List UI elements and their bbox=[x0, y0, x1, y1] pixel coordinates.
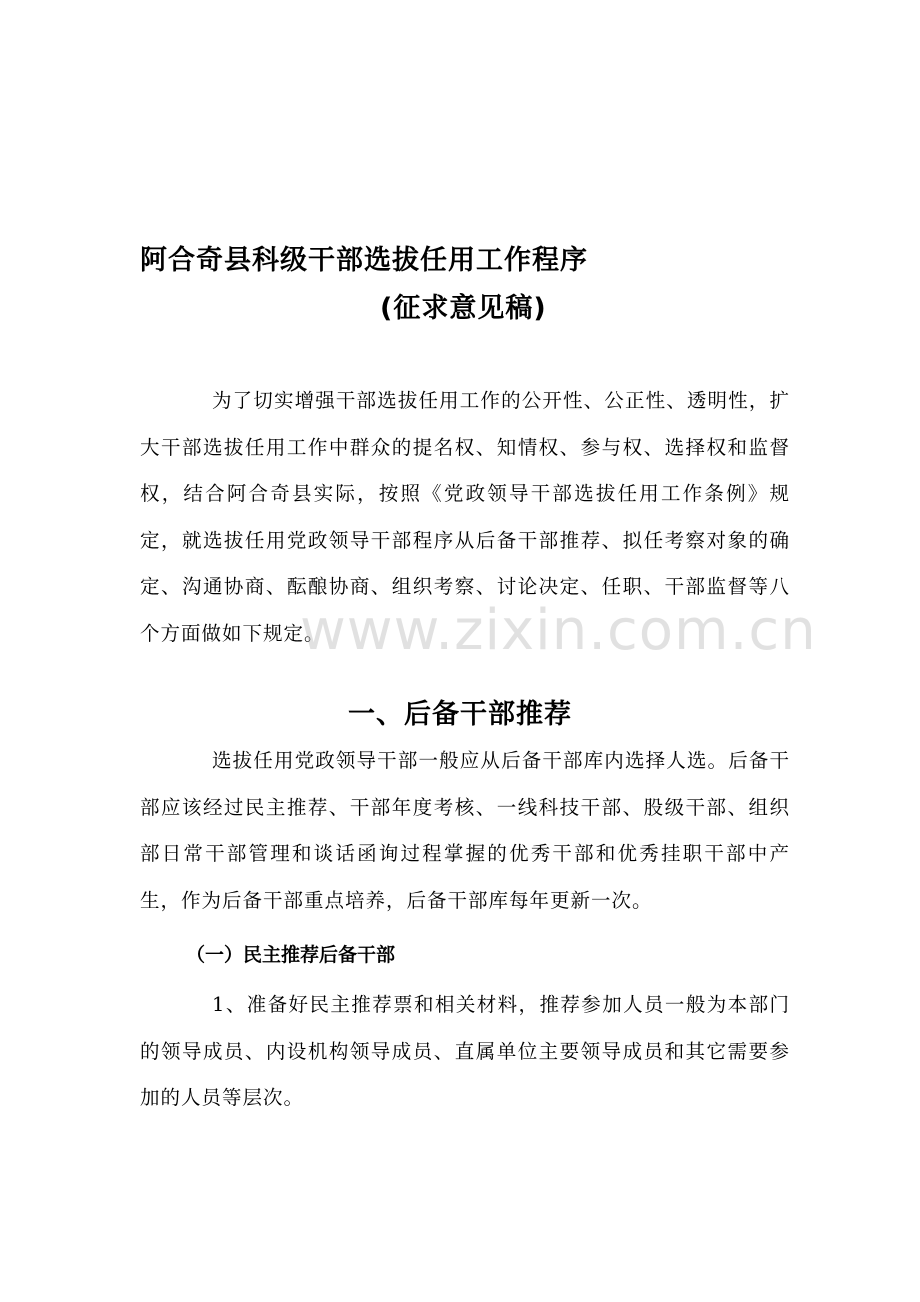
list-item-paragraph: 1、准备好民主推荐票和相关材料，推荐参加人员一般为本部门的领导成员、内设机构领导成员、直属单位主要领导成员和其它需要参加的人员等层次。 bbox=[140, 993, 790, 1109]
section-paragraph: 选拔任用党政领导干部一般应从后备干部库内选择人选。后备干部应该经过民主推荐、干部年度考核、一线科技干部、股级干部、组织部日常干部管理和谈话函询过程掌握的优秀干部和优秀挂职干部中产生，作为后备干部重点培养，后备干部库每年更新一次。 bbox=[140, 749, 790, 912]
intro-paragraph: 为了切实增强干部选拔任用工作的公开性、公正性、透明性，扩大干部选拔任用工作中群众的提名权、知情权、参与权、选择权和监督权，结合阿合奇县实际，按照《党政领导干部选拔任用工作条例》规定，就选拔任用党政领导干部程序从后备干部推荐、拟任考察对象的确定、沟通协商、酝酿协商、组织考察、讨论决定、任职、干部监督等八个方面做如下规定。 bbox=[140, 389, 790, 645]
subsection-heading: （一）民主推荐后备干部 bbox=[186, 944, 396, 966]
document-title: 阿合奇县科级干部选拔任用工作程序 bbox=[140, 245, 588, 276]
watermark-text: www.zixin.com.cn bbox=[300, 598, 817, 663]
section-heading: 一、后备干部推荐 bbox=[348, 699, 572, 730]
document-subtitle: (征求意见稿) bbox=[380, 293, 547, 324]
